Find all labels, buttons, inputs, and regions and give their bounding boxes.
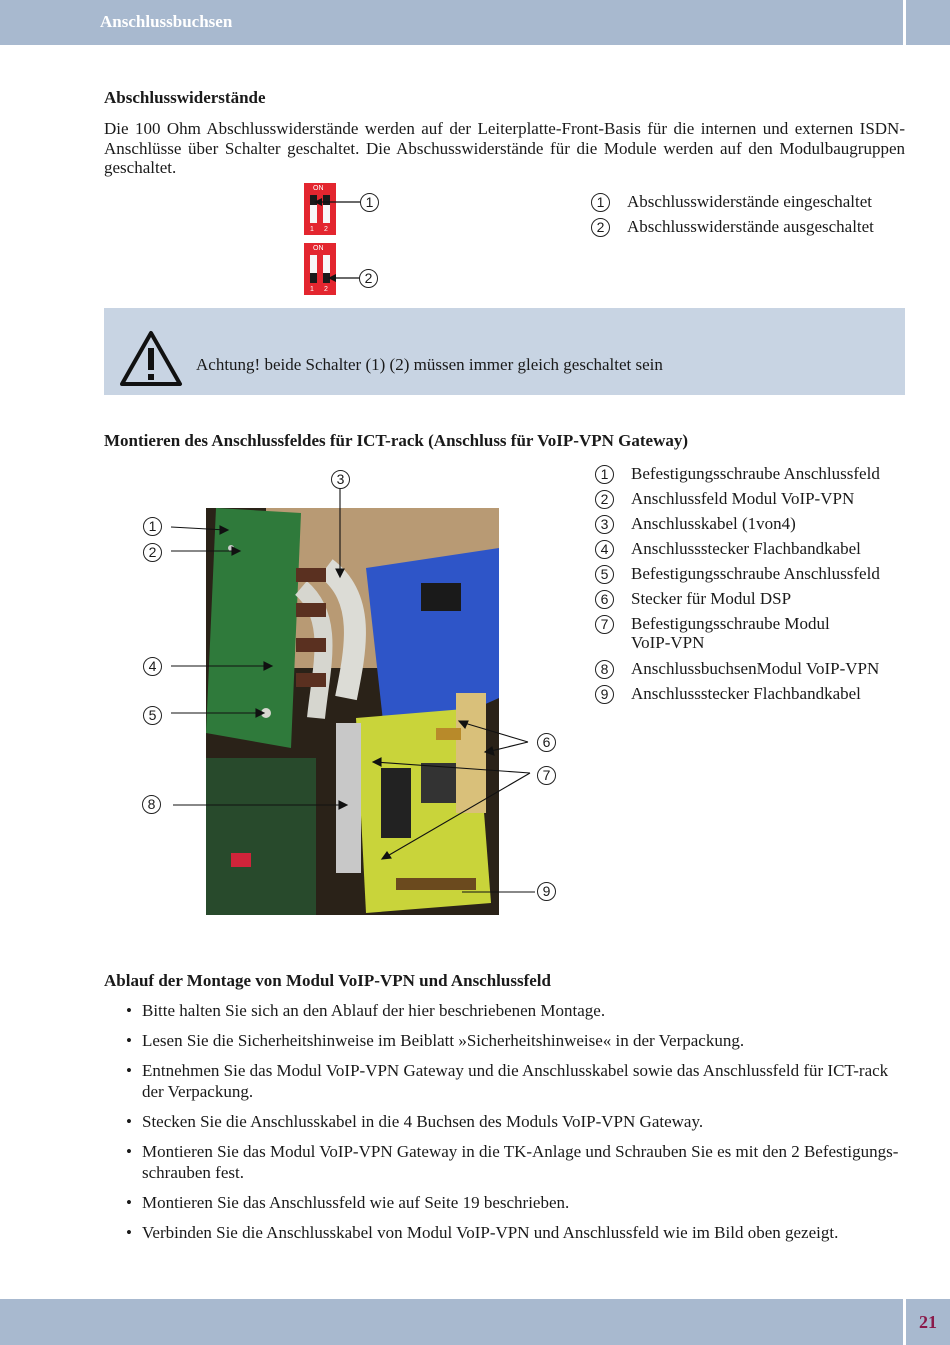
page-number: 21 [919,1312,937,1332]
legend-item [595,489,855,509]
bullet-icon: • [126,1031,132,1050]
legend-number: 2 [591,218,610,237]
assembly-steps-list [104,1000,905,1252]
legend-number: 4 [595,540,614,559]
photo-callout-2: 2 [143,543,162,562]
legend-text: Abschlusswiderstände ausgeschaltet [627,217,874,236]
hardware-photo [206,508,499,915]
switch-number-2: 2 [324,286,328,293]
photo-callout-8: 8 [142,795,161,814]
legend-number: 3 [595,515,614,534]
legend-number: 1 [595,465,614,484]
list-item-text: Montieren Sie das Anschlussfeld wie auf Seite 19 beschrieben. [142,1193,570,1212]
warning-text: Achtung! beide Schalter (1) (2) müssen immer gleich geschaltet sein [196,355,663,374]
hardware-photo-drawing [206,508,499,915]
callout-number-2: 2 [359,269,378,288]
list-item-text: Verbinden Sie die Anschlusskabel von Modul VoIP-VPN und Anschlussfeld wie im Bild oben gezeigt. [142,1223,839,1242]
switch-on-label: ON [313,185,324,192]
legend-number: 8 [595,660,614,679]
section-heading-mounting: Montieren des Anschlussfeldes für ICT-rack (Anschluss für VoIP-VPN Gateway) [104,431,689,450]
list-item [104,1192,905,1213]
callout-number-1: 1 [360,193,379,212]
switch-number-1: 1 [310,286,314,293]
switch-on-label: ON [313,245,324,252]
bullet-icon: • [126,1142,132,1161]
legend-text: Befestigungsschraube Anschlussfeld [631,564,880,583]
legend-number: 6 [595,590,614,609]
list-item-text: Entnehmen Sie das Modul VoIP-VPN Gateway und die Anschlusskabel sowie das Anschlussfeld für ICT-rack der Verpackung. [142,1061,889,1101]
list-item [104,1111,905,1132]
legend-item [591,192,873,212]
list-item [104,1060,905,1102]
list-item-text: Montieren Sie das Modul VoIP-VPN Gateway in die TK-Anlage und Schrauben Sie es mit den 2 Befestigungs-schrauben fest. [142,1142,899,1182]
switch-callout-lines [300,180,400,300]
legend-text: Stecker für Modul DSP [631,589,792,608]
legend-number: 7 [595,615,614,634]
photo-callout-4: 4 [143,657,162,676]
legend-item [595,564,880,584]
bullet-icon: • [126,1001,132,1020]
legend-text: Abschlusswiderstände eingeschaltet [627,192,873,211]
legend-item [591,217,874,237]
list-item-text: Lesen Sie die Sicherheitshinweise im Beiblatt »Sicherheitshinweise« in der Verpackung. [142,1031,745,1050]
legend-number: 9 [595,685,614,704]
switch-number-1: 1 [310,226,314,233]
list-item [104,1000,905,1021]
bullet-icon: • [126,1223,132,1242]
legend-text-continued: VoIP-VPN [631,633,705,652]
list-item [104,1141,905,1183]
legend-text: AnschlussbuchsenModul VoIP-VPN [631,659,880,678]
legend-item [595,614,830,652]
page-footer [0,1299,950,1345]
legend-item [595,659,880,679]
photo-callout-6: 6 [537,733,556,752]
legend-text: Anschlusskabel (1von4) [631,514,796,533]
legend-item [595,684,861,704]
legend-number: 2 [595,490,614,509]
section-paragraph: Die 100 Ohm Abschlusswiderstände werden auf der Leiterplatte-Front-Basis für die internen und externen ISDN-Anschlüsse über Schalter geschaltet. Die Abschusswiderstände für die Module werden auf den Modulbaugruppen geschaltet. [104,119,905,177]
photo-callout-3: 3 [331,470,350,489]
legend-number: 5 [595,565,614,584]
legend-item [595,539,861,559]
legend-item [595,464,880,484]
warning-box [104,308,905,395]
legend-text: Anschlussfeld Modul VoIP-VPN [631,489,855,508]
header-title: Anschlussbuchsen [100,12,233,31]
list-item [104,1222,905,1243]
list-item-text: Stecken Sie die Anschlusskabel in die 4 Buchsen des Moduls VoIP-VPN Gateway. [142,1112,704,1131]
bullet-icon: • [126,1061,132,1080]
photo-callout-7: 7 [537,766,556,785]
page-header [0,0,950,45]
legend-item [595,589,792,609]
photo-callout-1: 1 [143,517,162,536]
legend-item [595,514,796,534]
list-item [104,1030,905,1051]
section-heading-terminating-resistors: Abschlusswiderstände [104,88,266,107]
section-heading-assembly-sequence: Ablauf der Montage von Modul VoIP-VPN und Anschlussfeld [104,971,551,990]
photo-callout-5: 5 [143,706,162,725]
footer-bar [0,1299,903,1345]
legend-text: Anschlussstecker Flachbandkabel [631,684,861,703]
warning-triangle-icon [119,330,183,388]
legend-text: Befestigungsschraube Modul [631,614,830,633]
legend-number: 1 [591,193,610,212]
list-item-text: Bitte halten Sie sich an den Ablauf der hier beschriebenen Montage. [142,1001,606,1020]
photo-callout-9: 9 [537,882,556,901]
switch-number-2: 2 [324,226,328,233]
header-corner-block [906,0,950,45]
legend-text: Befestigungsschraube Anschlussfeld [631,464,880,483]
legend-text: Anschlussstecker Flachbandkabel [631,539,861,558]
bullet-icon: • [126,1193,132,1212]
bullet-icon: • [126,1112,132,1131]
